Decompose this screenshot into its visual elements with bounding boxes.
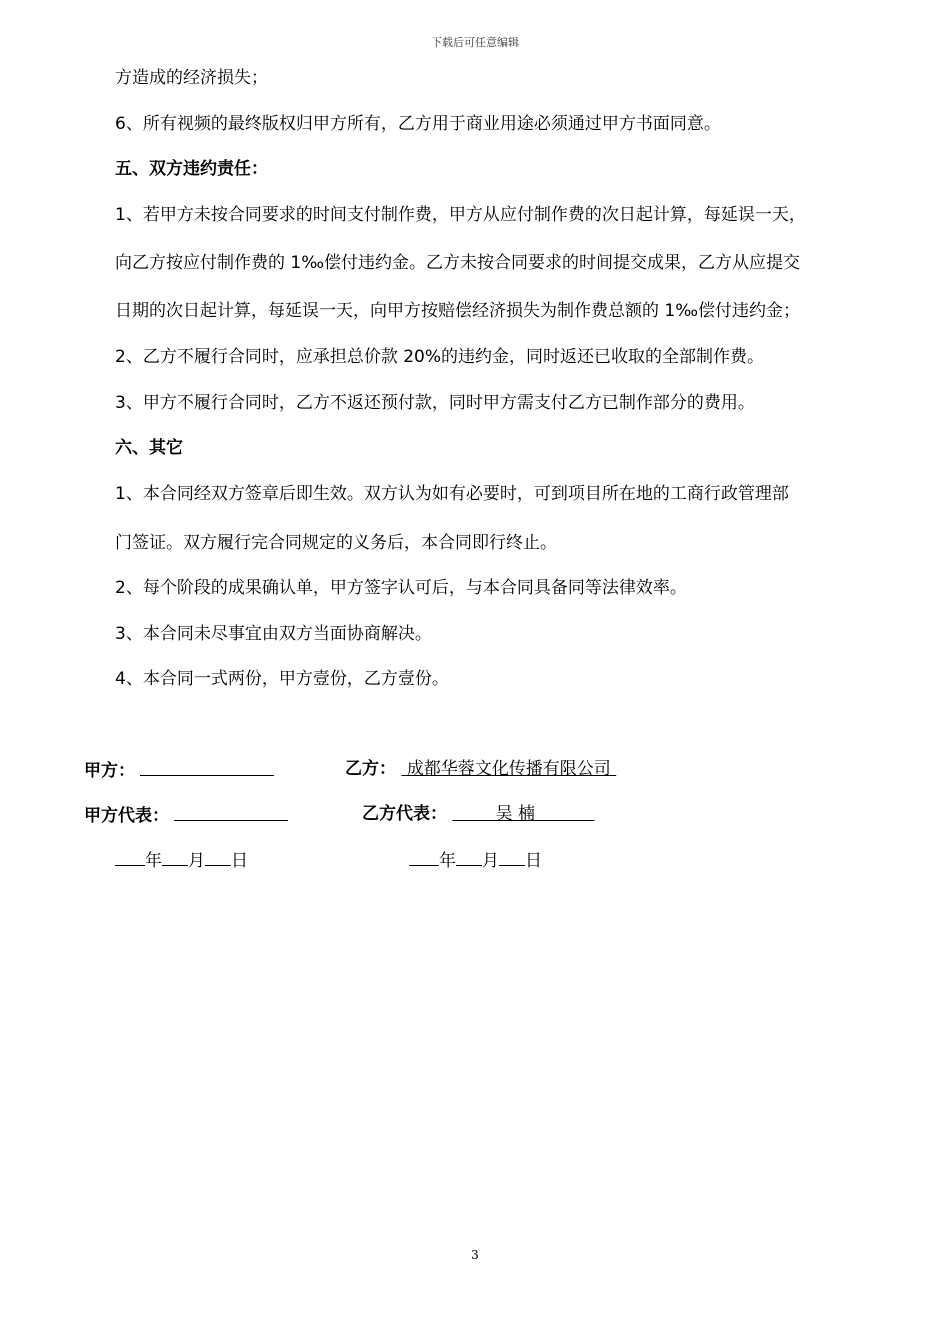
rep-b-label: 乙方代表： xyxy=(362,804,447,824)
year-label: 年 xyxy=(145,851,162,871)
day-blank xyxy=(499,847,525,866)
party-b-signature xyxy=(345,757,616,781)
header-note: 下载后可任意编辑 xyxy=(431,36,519,49)
party-b-label: 乙方： xyxy=(345,759,396,779)
section-heading: 六、其它 xyxy=(115,438,183,458)
paragraph: 2、每个阶段的成果确认单，甲方签字认可后，与本合同具备同等法律效率。 xyxy=(115,578,687,598)
year-label: 年 xyxy=(439,851,456,871)
party-a-signature xyxy=(84,757,274,783)
month-blank xyxy=(456,847,482,866)
year-blank xyxy=(115,847,145,866)
day-label: 日 xyxy=(231,851,248,871)
paragraph: 2、乙方不履行合同时，应承担总价款 20%的违约金，同时返还已收取的全部制作费。 xyxy=(115,347,765,367)
paragraph: 门签证。双方履行完合同规定的义务后，本合同即行终止。 xyxy=(115,533,557,553)
paragraph: 3、本合同未尽事宜由双方当面协商解决。 xyxy=(115,624,432,644)
party-b-name-text: 成都华蓉文化传播有限公司 xyxy=(406,759,611,779)
paragraph: 1、本合同经双方签章后即生效。双方认为如有必要时，可到项目所在地的工商行政管理部 xyxy=(115,484,789,504)
month-blank xyxy=(162,847,188,866)
rep-a-signature xyxy=(84,802,288,828)
rep-b-name-text: 吴 楠 xyxy=(495,804,536,824)
date-b xyxy=(409,847,542,873)
day-label: 日 xyxy=(525,851,542,871)
rep-b-name xyxy=(452,804,594,824)
paragraph: 日期的次日起计算，每延误一天，向甲方按赔偿经济损失为制作费总额的 1‰偿付违约金； xyxy=(115,301,801,321)
paragraph: 向乙方按应付制作费的 1‰偿付违约金。乙方未按合同要求的时间提交成果，乙方从应提交 xyxy=(115,253,801,273)
party-b-name xyxy=(401,759,616,779)
paragraph: 3、甲方不履行合同时，乙方不返还预付款，同时甲方需支付乙方已制作部分的费用。 xyxy=(115,393,755,413)
month-label: 月 xyxy=(188,851,205,871)
date-a xyxy=(115,847,248,873)
rep-a-signature-line xyxy=(174,802,288,821)
month-label: 月 xyxy=(482,851,499,871)
day-blank xyxy=(205,847,231,866)
paragraph: 1、若甲方未按合同要求的时间支付制作费，甲方从应付制作费的次日起计算，每延误一天， xyxy=(115,205,806,225)
rep-b-signature xyxy=(362,802,595,826)
year-blank xyxy=(409,847,439,866)
page-number: 3 xyxy=(471,1248,479,1262)
paragraph: 4、本合同一式两份，甲方壹份，乙方壹份。 xyxy=(115,669,449,689)
party-a-signature-line xyxy=(140,757,274,776)
section-heading: 五、双方违约责任： xyxy=(115,159,268,179)
party-a-label: 甲方： xyxy=(84,761,135,781)
rep-a-label: 甲方代表： xyxy=(84,806,169,826)
paragraph: 6、所有视频的最终版权归甲方所有，乙方用于商业用途必须通过甲方书面同意。 xyxy=(115,114,721,134)
paragraph: 方造成的经济损失； xyxy=(115,68,268,88)
